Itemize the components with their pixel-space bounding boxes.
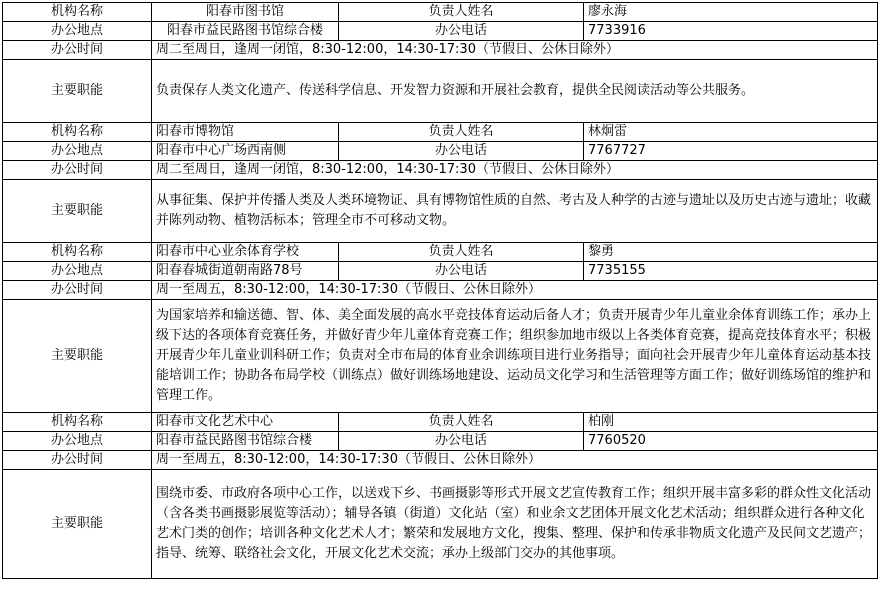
duties-text: 从事征集、保护并传播人类及人类环境物证、具有博物馆性质的自然、考古及人种学的古迹与遗址以及历史古迹与遗址；收藏并陈列动物、植物活标本；管理全市不可移动文物。	[152, 180, 878, 243]
row-address	[3, 22, 878, 41]
phone-number: 7760520	[584, 432, 878, 451]
head-name: 廖永海	[584, 3, 878, 22]
institution-address: 阳春市益民路图书馆综合楼	[152, 22, 339, 41]
institution-address: 阳春市益民路图书馆综合楼	[152, 432, 339, 451]
duties-text: 为国家培养和输送德、智、体、美全面发展的高水平竞技体育运动后备人才；负责开展青少年儿童业余体育训练工作；承办上级下达的各项体育竞赛任务，并做好青少年儿童体育竞赛工作；组织参加地市级以上各类体育竞赛，提高竞技体育水平；积极开展青少年儿童业训科研工作；负责对全市布局的体育业余训练项目进行业务指导；面向社会开展青少年儿童体育运动基本技能培训工作；协助各布局学校（训练点）做好训练场地建设、运动员文化学习和生活管理等方面工作；做好训练场馆的维护和管理工作。	[152, 300, 878, 413]
label-head: 负责人姓名	[339, 413, 584, 432]
label-name: 机构名称	[3, 413, 152, 432]
label-phone: 办公电话	[339, 22, 584, 41]
label-address: 办公地点	[3, 262, 152, 281]
head-name: 黎勇	[584, 243, 878, 262]
label-duties: 主要职能	[3, 180, 152, 243]
institution-name: 阳春市图书馆	[152, 3, 339, 22]
duties-text: 围绕市委、市政府各项中心工作，以送戏下乡、书画摄影等形式开展文艺宣传教育工作；组织开展丰富多彩的群众性文化活动（含各类书画摄影展览等活动）；辅导各镇（街道）文化站（室）和业余文艺团体开展文化艺术活动；组织群众进行各种文化艺术门类的创作；培训各种文化艺术人才；繁荣和发展地方文化，搜集、整理、保护和传承非物质文化遗产及民间文艺遗产；指导、统筹、联络社会文化，开展文化艺术交流；承办上级部门交办的其他事项。	[152, 470, 878, 579]
office-hours: 周一至周五，8:30-12:00，14:30-17:30（节假日、公休日除外）	[152, 281, 878, 300]
institution-name: 阳春市中心业余体育学校	[152, 243, 339, 262]
row-hours	[3, 161, 878, 180]
label-name: 机构名称	[3, 3, 152, 22]
label-hours: 办公时间	[3, 161, 152, 180]
label-phone: 办公电话	[339, 262, 584, 281]
phone-number: 7735155	[584, 262, 878, 281]
office-hours: 周一至周五，8:30-12:00，14:30-17:30（节假日、公休日除外）	[152, 451, 878, 470]
institution-name: 阳春市博物馆	[152, 123, 339, 142]
label-address: 办公地点	[3, 142, 152, 161]
row-address	[3, 142, 878, 161]
office-hours: 周二至周日，逢周一闭馆，8:30-12:00，14:30-17:30（节假日、公休日除外）	[152, 161, 878, 180]
institution-address: 阳春春城街道朝南路78号	[152, 262, 339, 281]
label-address: 办公地点	[3, 22, 152, 41]
label-duties: 主要职能	[3, 470, 152, 579]
row-duties	[3, 470, 878, 579]
row-address	[3, 432, 878, 451]
institution-name: 阳春市文化艺术中心	[152, 413, 339, 432]
label-duties: 主要职能	[3, 300, 152, 413]
row-duties	[3, 60, 878, 123]
phone-number: 7733916	[584, 22, 878, 41]
row-hours	[3, 451, 878, 470]
row-hours	[3, 41, 878, 60]
row-duties	[3, 180, 878, 243]
label-head: 负责人姓名	[339, 243, 584, 262]
label-hours: 办公时间	[3, 41, 152, 60]
institutions-table	[2, 2, 878, 579]
row-address	[3, 262, 878, 281]
label-hours: 办公时间	[3, 281, 152, 300]
label-phone: 办公电话	[339, 142, 584, 161]
label-name: 机构名称	[3, 123, 152, 142]
row-name	[3, 243, 878, 262]
label-head: 负责人姓名	[339, 123, 584, 142]
row-name	[3, 413, 878, 432]
label-duties: 主要职能	[3, 60, 152, 123]
label-address: 办公地点	[3, 432, 152, 451]
label-name: 机构名称	[3, 243, 152, 262]
label-hours: 办公时间	[3, 451, 152, 470]
head-name: 柏刚	[584, 413, 878, 432]
row-name	[3, 123, 878, 142]
row-name	[3, 3, 878, 22]
label-head: 负责人姓名	[339, 3, 584, 22]
row-hours	[3, 281, 878, 300]
label-phone: 办公电话	[339, 432, 584, 451]
row-duties	[3, 300, 878, 413]
head-name: 林炯雷	[584, 123, 878, 142]
office-hours: 周二至周日，逢周一闭馆，8:30-12:00，14:30-17:30（节假日、公休日除外）	[152, 41, 878, 60]
institution-address: 阳春市中心广场西南侧	[152, 142, 339, 161]
duties-text: 负责保存人类文化遗产、传送科学信息、开发智力资源和开展社会教育，提供全民阅读活动等公共服务。	[152, 60, 878, 123]
phone-number: 7767727	[584, 142, 878, 161]
